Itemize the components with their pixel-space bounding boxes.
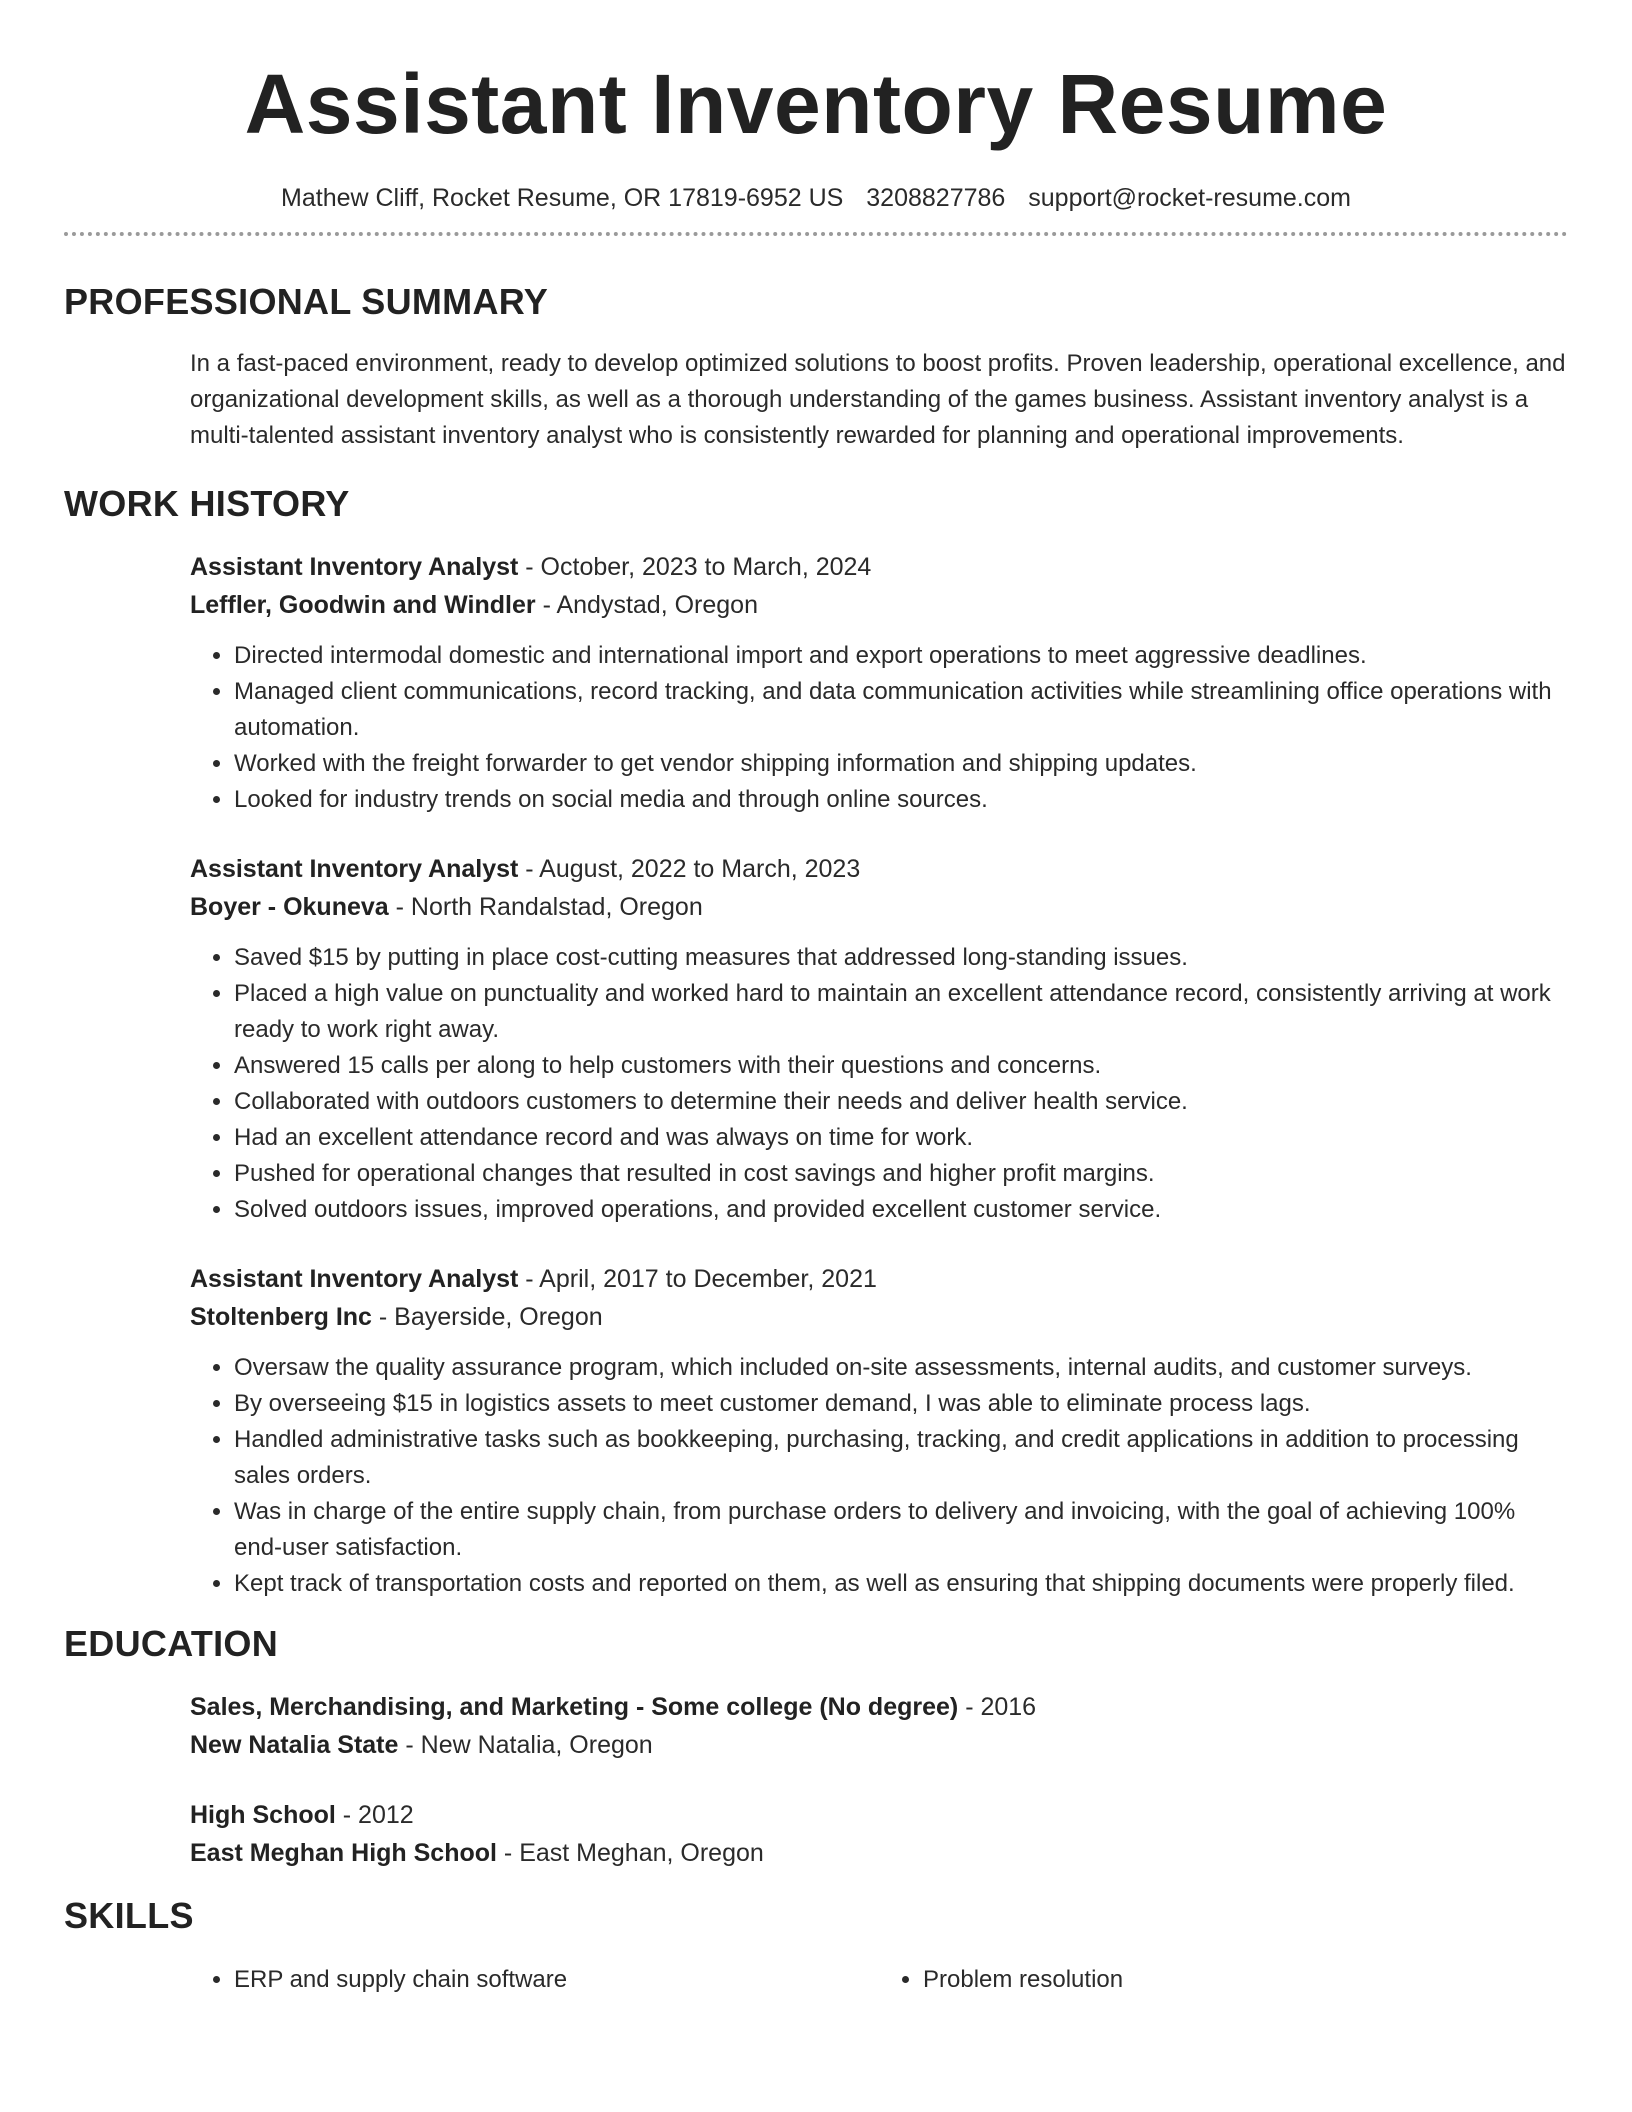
job-bullet: • Worked with the freight forwarder to get vendor shipping information and shipping updates. xyxy=(234,746,1568,782)
job-company: Leffler, Goodwin and Windler xyxy=(190,591,536,619)
job-company: Boyer - Okuneva xyxy=(190,893,389,921)
skill-item: • ERP and supply chain software xyxy=(234,1962,879,1998)
contact-phone: 3208827786 xyxy=(866,184,1006,212)
education-degree: Sales, Merchandising, and Marketing - Some college (No degree) xyxy=(190,1693,959,1721)
summary-text: In a fast-paced environment, ready to develop optimized solutions to boost profits. Proven leadership, operational excellence, and organizational development skills, as well as a thorough understanding of the games business. Assistant inventory analyst is a multi-talented assistant inventory analyst who is consistently rewarded for planning and operational improvements. xyxy=(190,350,1566,449)
job-dates: - August, 2022 to March, 2023 xyxy=(518,855,861,883)
education-degree: High School xyxy=(190,1801,336,1829)
job-bullet: • Answered 15 calls per along to help customers with their questions and concerns. xyxy=(234,1048,1568,1084)
job-bullet: • Kept track of transportation costs and reported on them, as well as ensuring that shipping documents were properly filed. xyxy=(234,1566,1568,1602)
job-location: - Bayerside, Oregon xyxy=(371,1303,603,1331)
job-bullets xyxy=(190,1350,1568,1602)
job-title-line xyxy=(190,548,1568,586)
job-role: Assistant Inventory Analyst xyxy=(190,553,519,581)
job-title-line xyxy=(190,850,1568,888)
education-heading: EDUCATION xyxy=(64,1623,279,1664)
education-year: - 2012 xyxy=(335,1801,414,1829)
job-bullet: • Placed a high value on punctuality and worked hard to maintain an excellent attendance record, consistently arriving at work ready to work right away. xyxy=(234,976,1568,1048)
education-location: - New Natalia, Oregon xyxy=(398,1731,653,1759)
education-school-line xyxy=(190,1726,1568,1764)
contact-address: Mathew Cliff, Rocket Resume, OR 17819-6952 US xyxy=(281,184,844,212)
job-location: - North Randalstad, Oregon xyxy=(388,893,703,921)
education-school: East Meghan High School xyxy=(190,1839,497,1867)
job-bullet: • Had an excellent attendance record and was always on time for work. xyxy=(234,1120,1568,1156)
job-bullet: • Solved outdoors issues, improved operations, and provided excellent customer service. xyxy=(234,1192,1568,1228)
job-bullet: • Managed client communications, record tracking, and data communication activities while streamlining office operations with automation. xyxy=(234,674,1568,746)
job-bullet: • Pushed for operational changes that resulted in cost savings and higher profit margins. xyxy=(234,1156,1568,1192)
skills-grid xyxy=(190,1962,1568,1998)
job-bullet: • Handled administrative tasks such as bookkeeping, purchasing, tracking, and credit applications in addition to processing sales orders. xyxy=(234,1422,1568,1494)
education-entry xyxy=(190,1688,1568,1764)
job-dates: - October, 2023 to March, 2024 xyxy=(518,553,872,581)
contact-line xyxy=(64,182,1568,214)
job-bullet: • Was in charge of the entire supply chain, from purchase orders to delivery and invoicing, with the goal of achieving 100% end-user satisfaction. xyxy=(234,1494,1568,1566)
summary-heading: PROFESSIONAL SUMMARY xyxy=(64,281,549,322)
job-bullet: • Directed intermodal domestic and international import and export operations to meet aggressive deadlines. xyxy=(234,638,1568,674)
skills-heading: SKILLS xyxy=(64,1895,194,1936)
job-bullet: • Saved $15 by putting in place cost-cutting measures that addressed long-standing issues. xyxy=(234,940,1568,976)
job-bullets xyxy=(190,940,1568,1228)
job-bullet: • Looked for industry trends on social media and through online sources. xyxy=(234,782,1568,818)
job-location: - Andystad, Oregon xyxy=(535,591,758,619)
skills-list-left xyxy=(190,1962,879,1998)
work-history-heading: WORK HISTORY xyxy=(64,483,350,524)
header-divider xyxy=(64,232,1568,236)
contact-email: support@rocket-resume.com xyxy=(1028,184,1351,212)
job-company-line xyxy=(190,586,1568,624)
job-role: Assistant Inventory Analyst xyxy=(190,855,519,883)
education-degree-line xyxy=(190,1796,1568,1834)
education-school: New Natalia State xyxy=(190,1731,399,1759)
job-company: Stoltenberg Inc xyxy=(190,1303,372,1331)
job-entry xyxy=(190,1260,1568,1602)
education-degree-line xyxy=(190,1688,1568,1726)
job-bullet: • Oversaw the quality assurance program, which included on-site assessments, internal audits, and customer surveys. xyxy=(234,1350,1568,1386)
job-entry xyxy=(190,548,1568,818)
education-year: - 2016 xyxy=(958,1693,1037,1721)
job-bullet: • By overseeing $15 in logistics assets to meet customer demand, I was able to eliminate process lags. xyxy=(234,1386,1568,1422)
job-bullet: • Collaborated with outdoors customers to determine their needs and deliver health service. xyxy=(234,1084,1568,1120)
education-school-line xyxy=(190,1834,1568,1872)
job-dates: - April, 2017 to December, 2021 xyxy=(518,1265,877,1293)
skill-item: • Problem resolution xyxy=(923,1962,1568,1998)
job-title-line xyxy=(190,1260,1568,1298)
skills-list-right xyxy=(879,1962,1568,1998)
job-role: Assistant Inventory Analyst xyxy=(190,1265,519,1293)
education-entry xyxy=(190,1796,1568,1872)
job-company-line xyxy=(190,1298,1568,1336)
job-company-line xyxy=(190,888,1568,926)
job-entry xyxy=(190,850,1568,1228)
resume-title: Assistant Inventory Resume xyxy=(244,57,1388,151)
education-location: - East Meghan, Oregon xyxy=(496,1839,764,1867)
job-bullets xyxy=(190,638,1568,818)
